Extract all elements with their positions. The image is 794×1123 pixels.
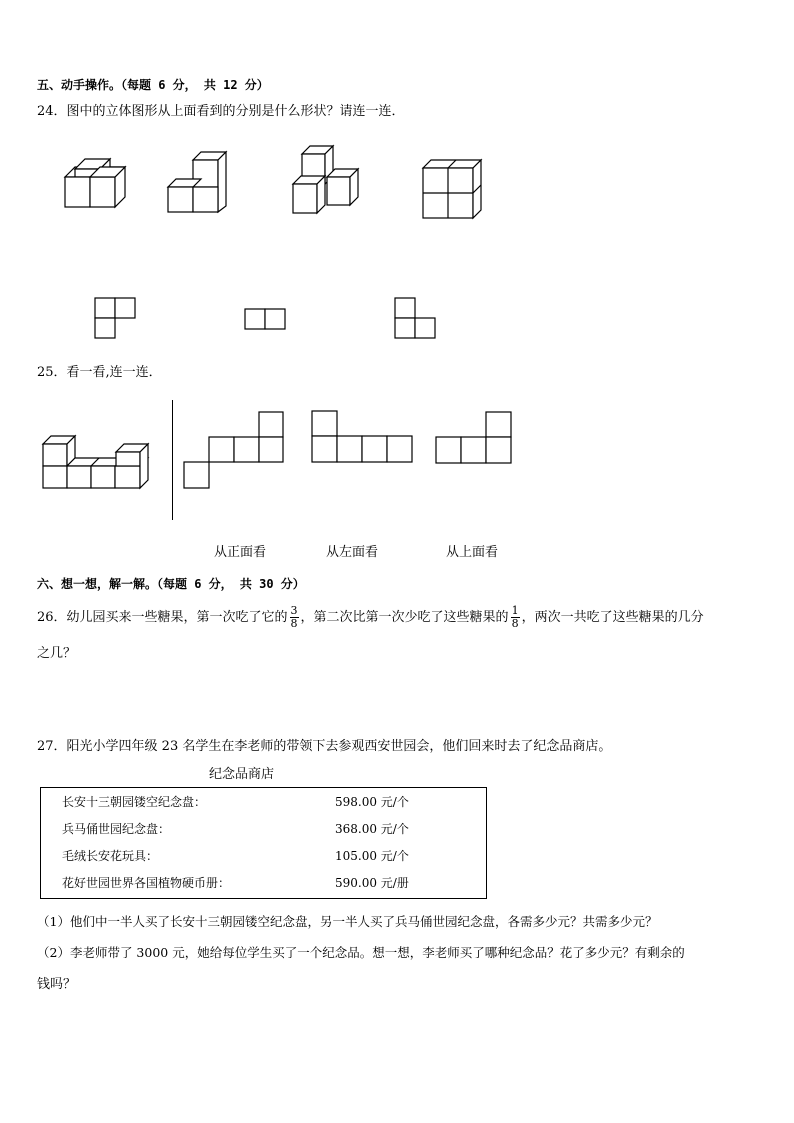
- question-26: [37, 602, 704, 634]
- question-25: 25．看一看,连一连．: [37, 365, 162, 380]
- q26-text-1: 26．幼儿园买来一些糖果，第一次吃了它的: [37, 610, 288, 625]
- view-shape-3: [435, 411, 515, 467]
- frac2-denominator: 8: [511, 617, 519, 630]
- view-label-front: 从正面看: [214, 545, 267, 560]
- question-27-sub-1: （1）他们中一半人买了长安十三朝园镂空纪念盘，另一半人买了兵马俑世园纪念盘，各需多少元？共需多少元？: [37, 914, 658, 929]
- question-27-sub-2: （2）李老师带了 3000 元，她给每位学生买了一个纪念品。想一想，李老师买了哪种纪念品？花了多少元？有剩余的: [37, 945, 685, 960]
- item-name-3: 毛绒长安花玩具：: [62, 849, 159, 863]
- solid-figure-2: [163, 150, 233, 220]
- shop-table-title: 纪念品商店: [209, 767, 275, 782]
- view-shape-2: [311, 410, 415, 466]
- view-label-top: 从上面看: [446, 545, 499, 560]
- item-price-2: 368.00 元/个: [335, 822, 409, 836]
- solid-figure-q25: [40, 435, 160, 495]
- solid-figure-1: [60, 140, 130, 210]
- solid-figure-4: [418, 155, 488, 225]
- section-6-heading: 六、想一想，解一解。（每题 6 分， 共 30 分）: [37, 577, 305, 591]
- section-5-heading: 五、动手操作。（每题 6 分， 共 12 分）: [37, 78, 269, 92]
- frac1-numerator: 3: [290, 604, 298, 618]
- fraction-1-8: [511, 605, 520, 629]
- q26-text-3: ，两次一共吃了这些糖果的几分: [521, 610, 704, 625]
- top-view-b: [244, 308, 289, 333]
- frac1-denominator: 8: [290, 617, 298, 630]
- top-view-a: [94, 297, 139, 342]
- view-shape-1: [183, 411, 285, 491]
- solid-figure-3: [290, 143, 365, 218]
- frac2-numerator: 1: [511, 604, 519, 618]
- view-label-left: 从左面看: [326, 545, 379, 560]
- question-27: 27．阳光小学四年级 23 名学生在李老师的带领下去参观西安世园会，他们回来时去了纪念品商店。: [37, 739, 612, 754]
- top-view-c: [394, 297, 439, 342]
- item-price-3: 105.00 元/个: [335, 849, 409, 863]
- item-name-4: 花好世园世界各国植物硬币册：: [62, 876, 231, 890]
- q26-text-4: 之几？: [37, 646, 77, 661]
- q26-text-2: ，第二次比第一次少吃了这些糖果的: [300, 610, 509, 625]
- question-24: 24．图中的立体图形从上面看到的分别是什么形状？请连一连．: [37, 104, 405, 119]
- item-price-4: 590.00 元/册: [335, 876, 409, 890]
- item-name-1: 长安十三朝园镂空纪念盘：: [62, 795, 207, 809]
- fraction-3-8: [290, 605, 299, 629]
- item-name-2: 兵马俑世园纪念盘：: [62, 822, 171, 836]
- divider-line: [172, 400, 173, 520]
- item-price-1: 598.00 元/个: [335, 795, 409, 809]
- question-27-sub-2-cont: 钱吗？: [37, 977, 77, 992]
